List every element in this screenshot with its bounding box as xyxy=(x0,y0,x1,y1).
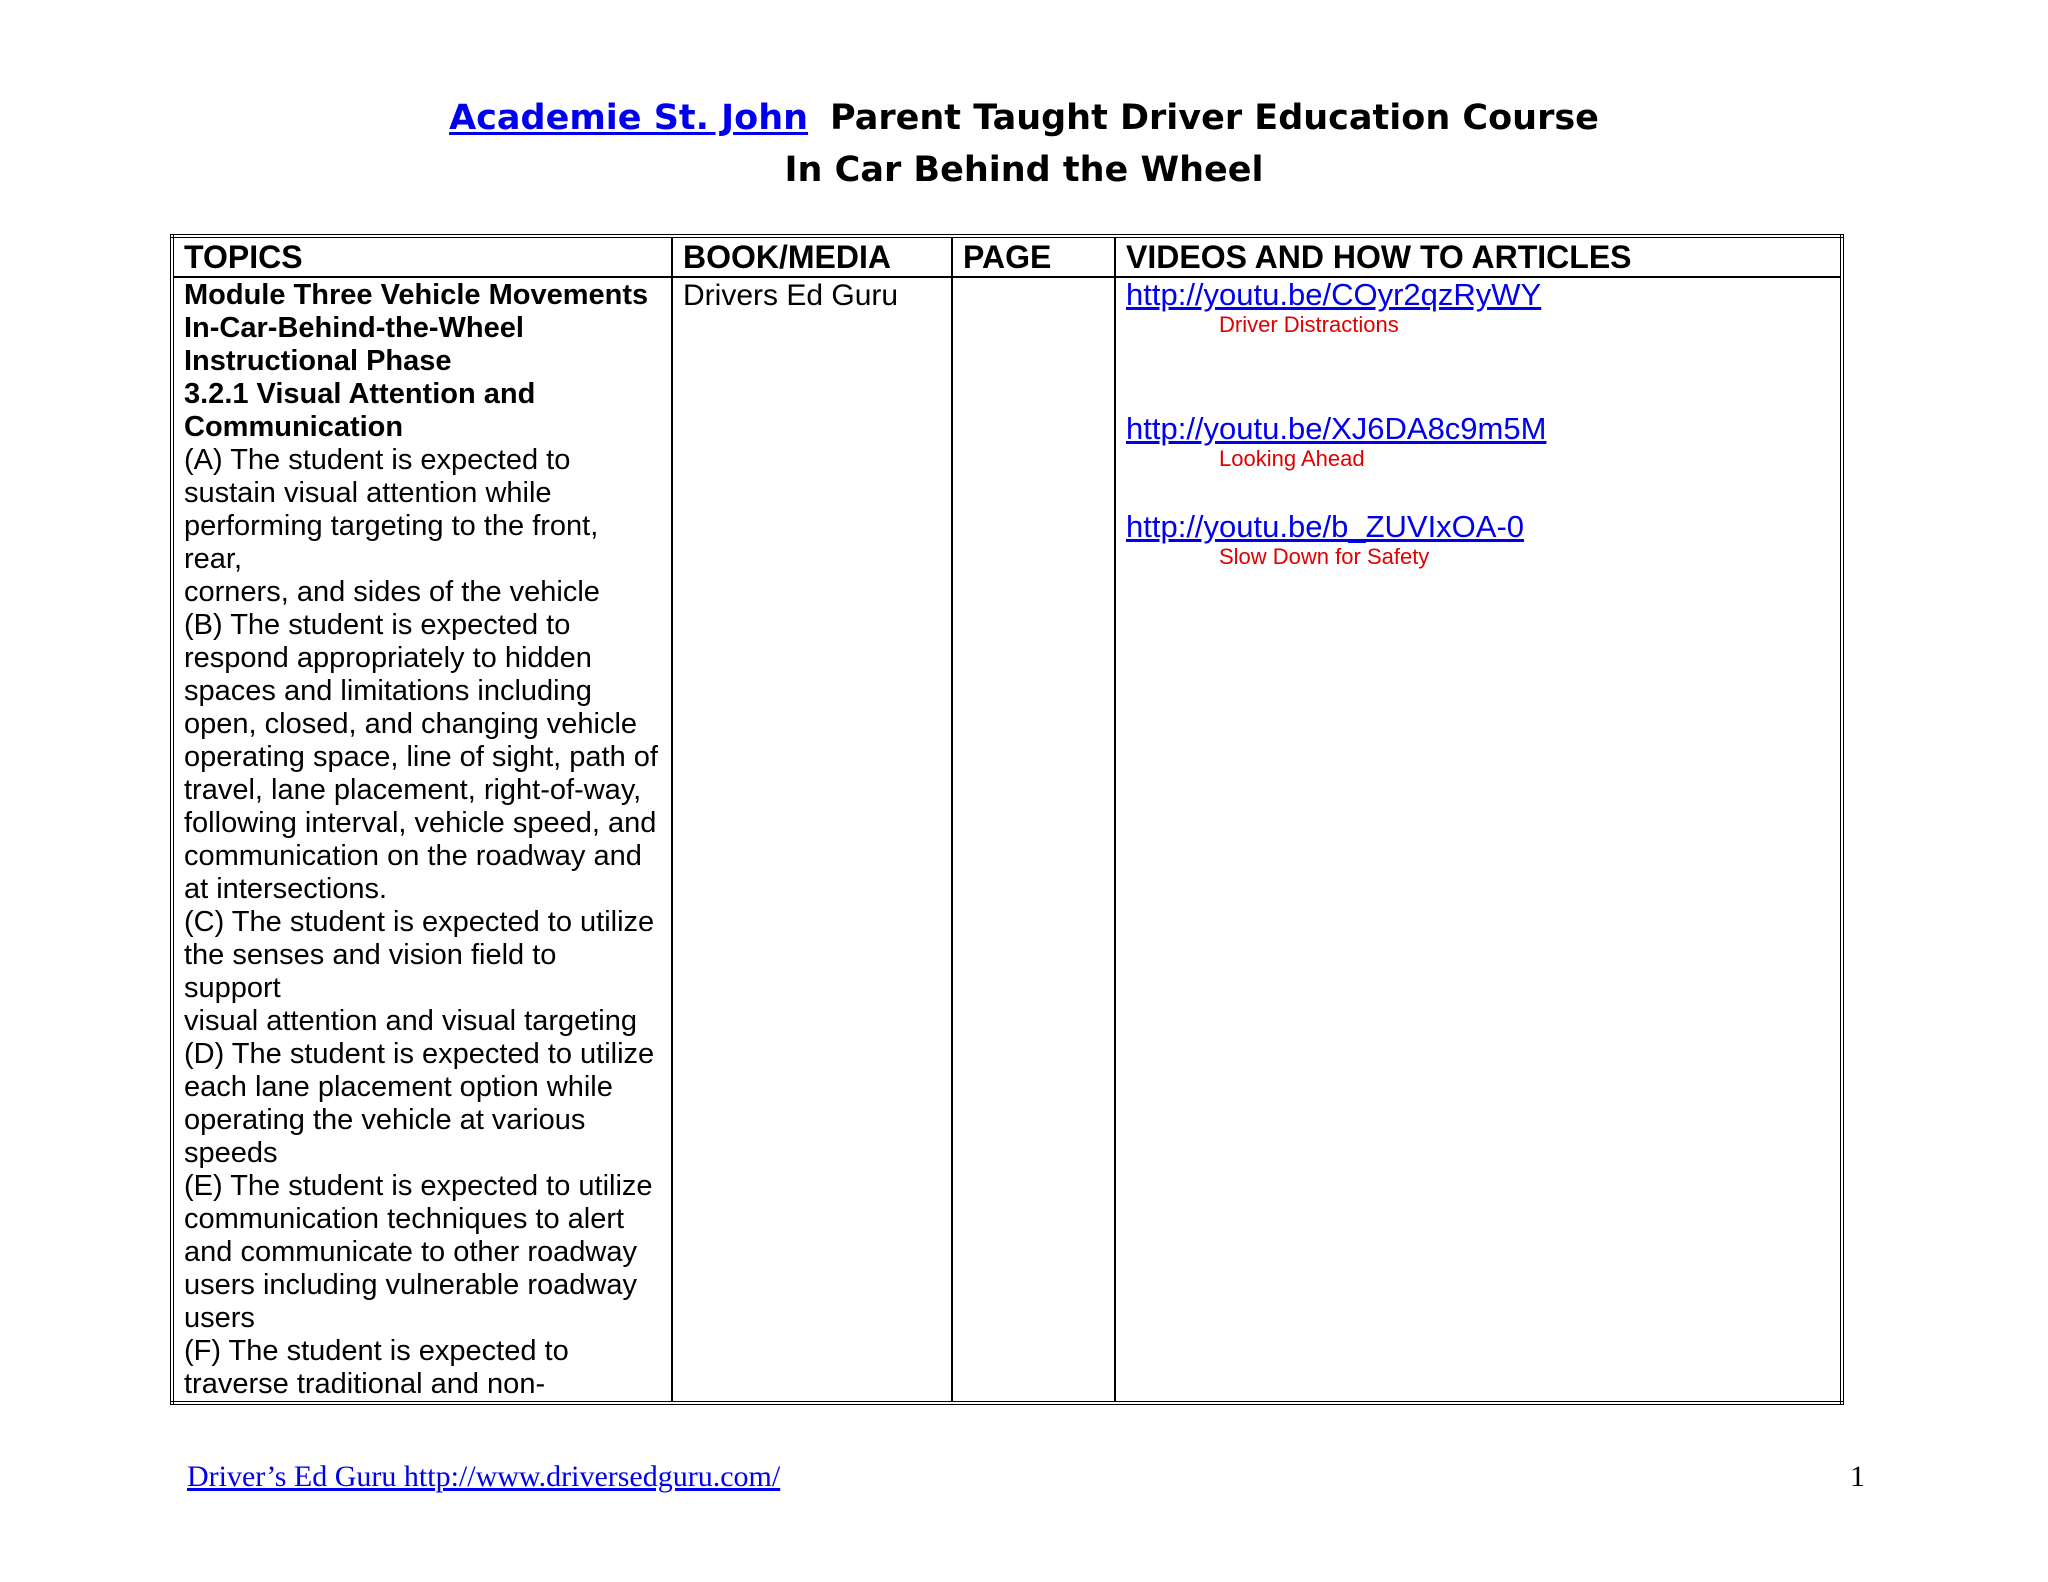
video-link[interactable]: http://youtu.be/b_ZUVIxOA-0 xyxy=(1126,509,1525,544)
topic-body-line: open, closed, and changing vehicle xyxy=(184,708,638,740)
page-cell xyxy=(952,277,1115,1403)
footer-link[interactable]: Driver’s Ed Guru http://www.driversedguru.com/ xyxy=(187,1460,781,1493)
topic-body-line: visual attention and visual targeting xyxy=(184,1005,638,1037)
topic-body-line: sustain visual attention while xyxy=(184,477,552,509)
topic-heading-line: Communication xyxy=(184,411,404,443)
course-title: Parent Taught Driver Education Course xyxy=(830,98,1599,138)
column-header-book-media: BOOK/MEDIA xyxy=(672,236,952,277)
document-subtitle: In Car Behind the Wheel xyxy=(784,150,1264,190)
school-link[interactable]: Academie St. John xyxy=(449,98,809,138)
video-caption: Driver Distractions xyxy=(1219,312,1399,337)
topic-body-line: traverse traditional and non- xyxy=(184,1368,546,1400)
topic-body-line: each lane placement option while xyxy=(184,1071,613,1103)
topic-body-line: communication techniques to alert xyxy=(184,1203,625,1235)
topic-heading-line: Instructional Phase xyxy=(184,345,452,377)
topic-body-line: the senses and vision field to support xyxy=(184,939,557,1004)
topic-body-line: spaces and limitations including xyxy=(184,675,592,707)
topic-body-line: respond appropriately to hidden xyxy=(184,642,592,674)
video-caption: Slow Down for Safety xyxy=(1219,544,1430,569)
video-link[interactable]: http://youtu.be/COyr2qzRyWY xyxy=(1126,277,1542,312)
topic-body-line: and communicate to other roadway xyxy=(184,1236,637,1268)
video-entry xyxy=(1126,510,1830,570)
column-header-topics: TOPICS xyxy=(172,236,672,277)
page-number: 1 xyxy=(1850,1460,1865,1493)
topic-body-line: (C) The student is expected to utilize xyxy=(184,906,655,938)
topic-body-line: (F) The student is expected to xyxy=(184,1335,569,1367)
video-entry xyxy=(1126,412,1830,472)
topic-body-line: operating space, line of sight, path of xyxy=(184,741,658,773)
video-entry xyxy=(1126,278,1830,338)
topic-body-line: users xyxy=(184,1302,255,1334)
topic-body-line: operating the vehicle at various xyxy=(184,1104,586,1136)
topic-body-line: corners, and sides of the vehicle xyxy=(184,576,600,608)
column-header-videos: VIDEOS AND HOW TO ARTICLES xyxy=(1115,236,1842,277)
topic-body-line: users including vulnerable roadway xyxy=(184,1269,637,1301)
topic-body-line: at intersections. xyxy=(184,873,388,905)
topic-heading-line: Module Three Vehicle Movements xyxy=(184,279,649,311)
topic-body-line: travel, lane placement, right-of-way, xyxy=(184,774,642,806)
topic-body-line: (A) The student is expected to xyxy=(184,444,571,476)
topics-cell xyxy=(172,277,672,1403)
topic-body-line: speeds xyxy=(184,1137,278,1169)
course-table xyxy=(170,234,1844,1405)
topic-body-line: communication on the roadway and xyxy=(184,840,642,872)
topic-heading-line: 3.2.1 Visual Attention and xyxy=(184,378,536,410)
table-row xyxy=(172,277,1842,1403)
videos-cell xyxy=(1115,277,1842,1403)
video-link[interactable]: http://youtu.be/XJ6DA8c9m5M xyxy=(1126,411,1547,446)
topic-heading-line: In-Car-Behind-the-Wheel xyxy=(184,312,524,344)
column-header-page: PAGE xyxy=(952,236,1115,277)
topic-body-line: (D) The student is expected to utilize xyxy=(184,1038,655,1070)
topic-body-line: (E) The student is expected to utilize xyxy=(184,1170,653,1202)
table-header-row xyxy=(172,236,1842,277)
document-title xyxy=(0,98,2048,138)
topic-body-line: following interval, vehicle speed, and xyxy=(184,807,657,839)
topic-body-line: (B) The student is expected to xyxy=(184,609,571,641)
book-media-cell: Drivers Ed Guru xyxy=(672,277,952,1403)
topic-body-line: performing targeting to the front, rear, xyxy=(184,510,599,575)
video-caption: Looking Ahead xyxy=(1219,446,1365,471)
